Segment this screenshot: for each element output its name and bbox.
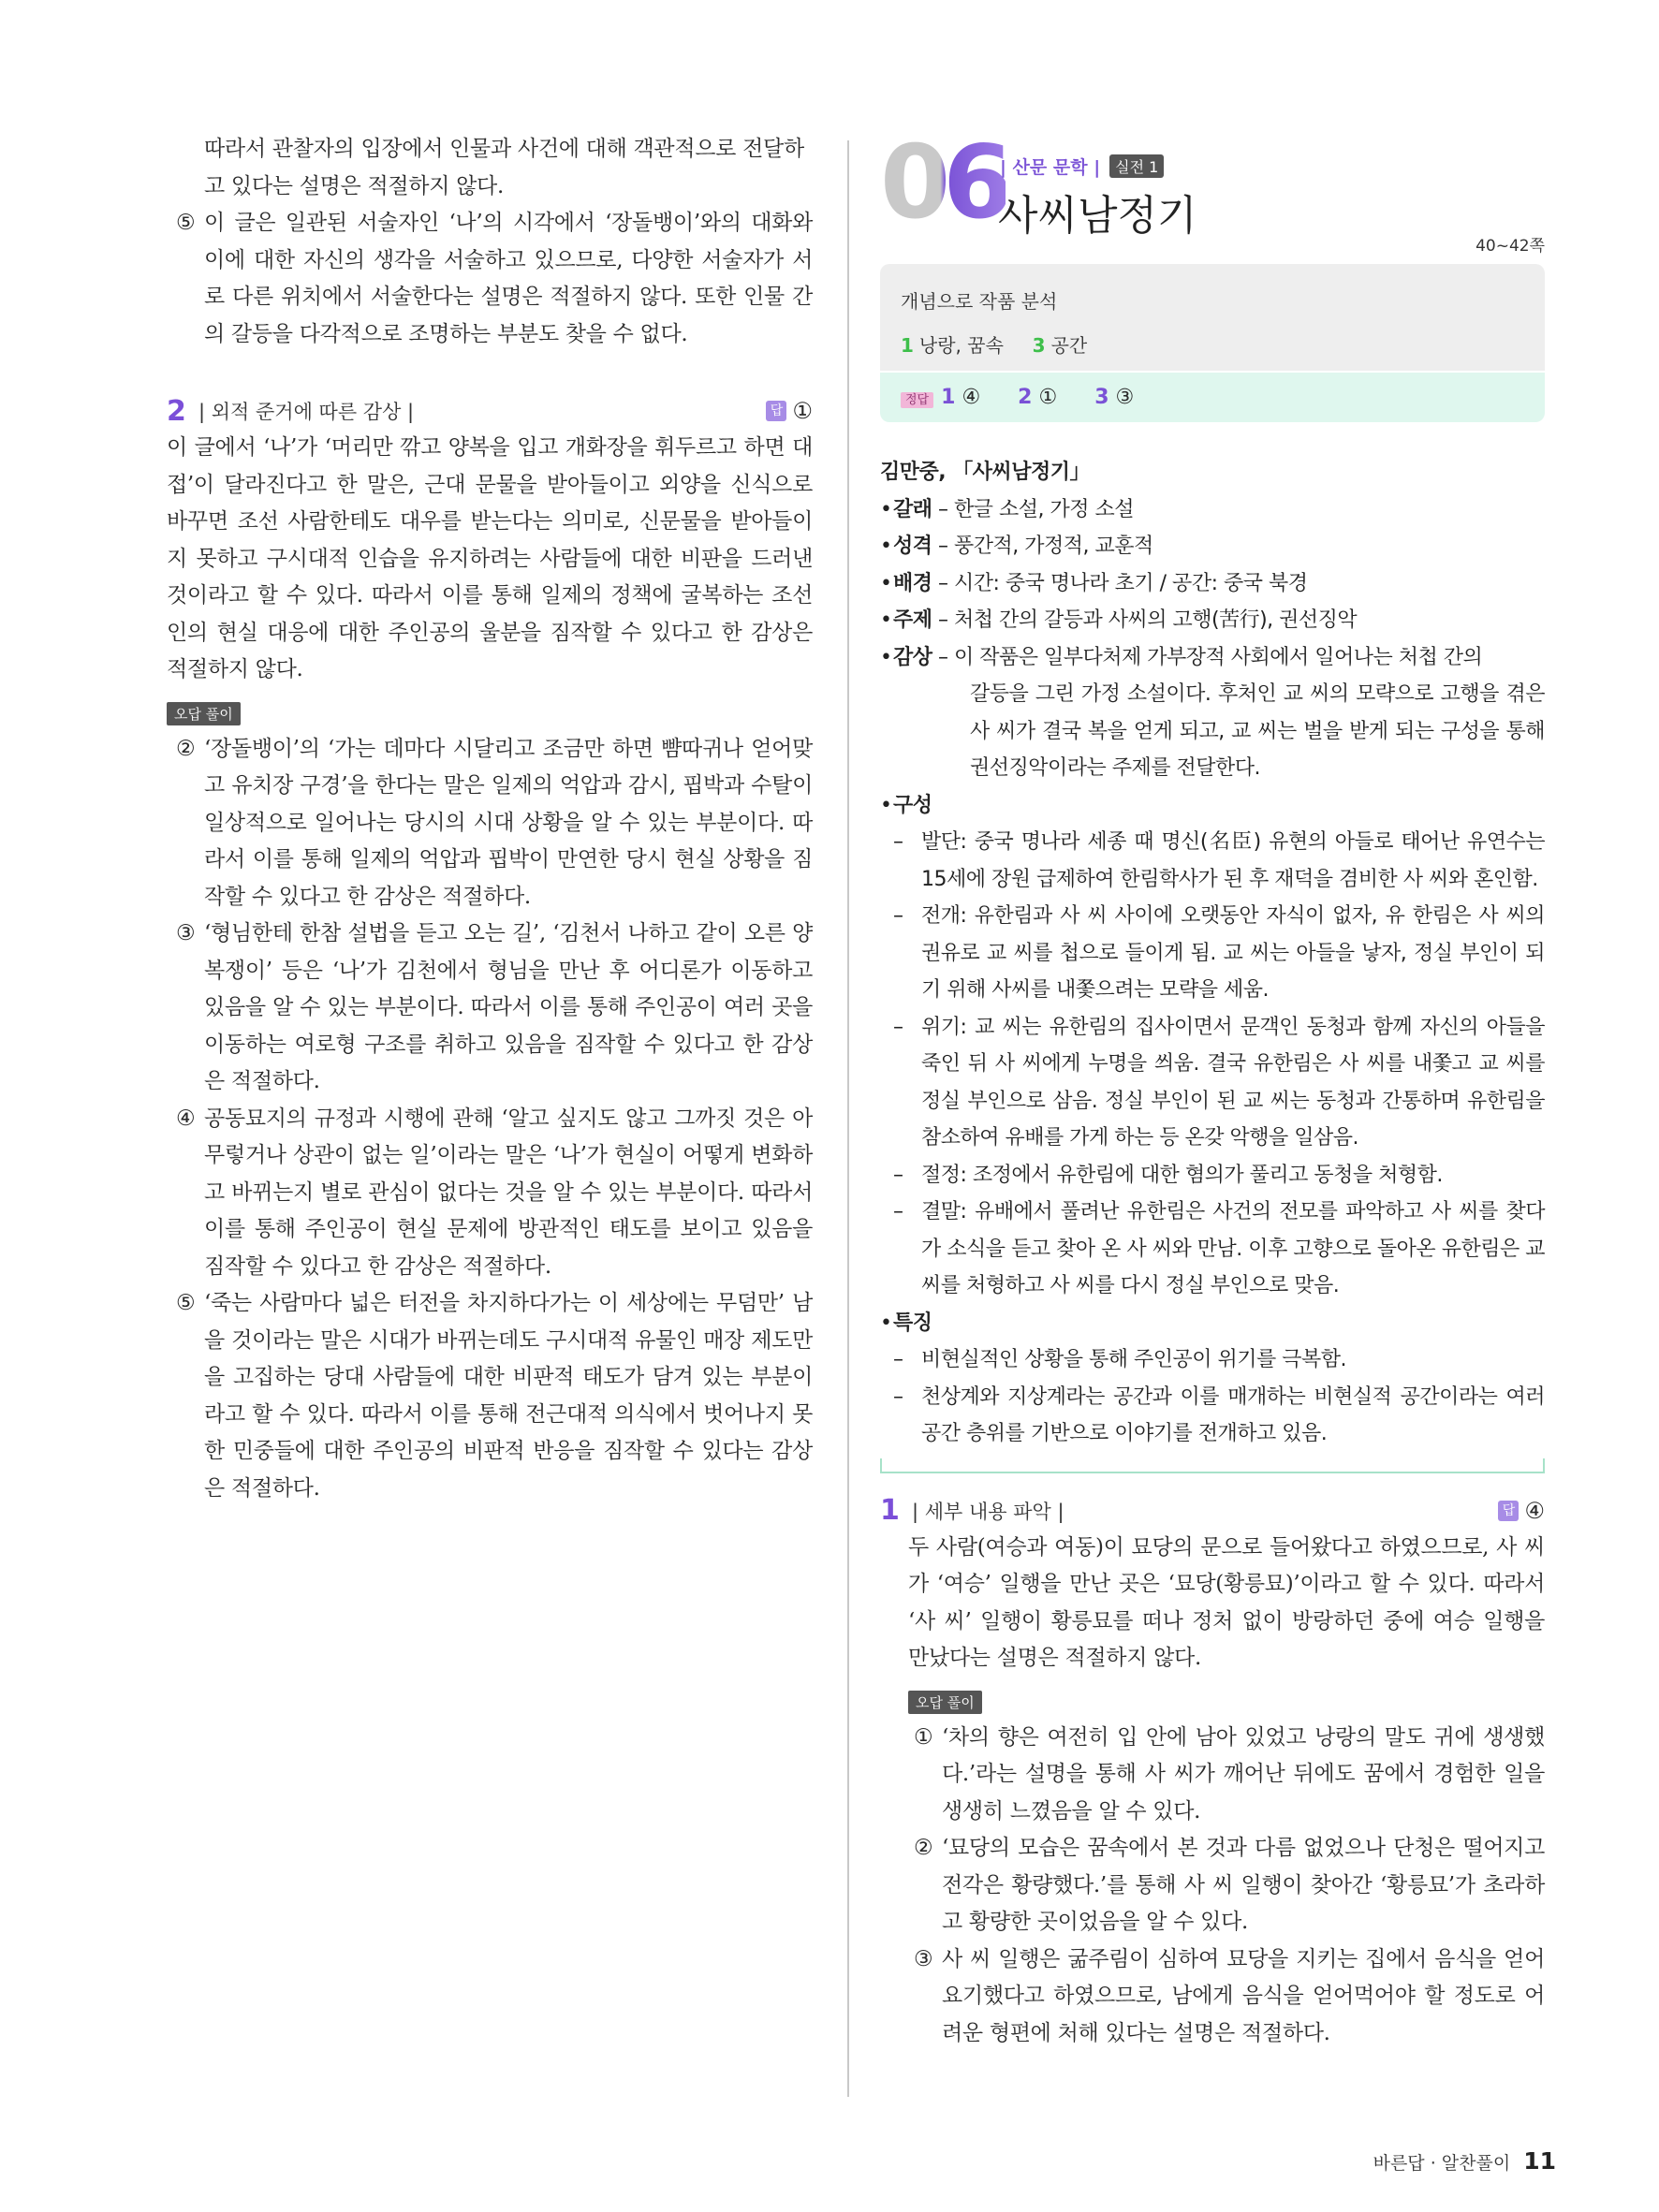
item-number: ② [914,1836,933,1860]
item-number: ⑤ [176,1291,196,1315]
answer-key-label: 정답 [901,392,933,408]
answer-key-number: 1 [941,386,956,409]
question-1-header [880,1492,1545,1530]
question-number: 1 [880,1494,900,1527]
answer-indicator [1498,1498,1545,1524]
intro-line-2: 고 있다는 설명은 적절하지 않다. [204,173,504,198]
structure-item: – 결말: 유배에서 풀려난 유한림은 사건의 전모를 파악하고 사 씨를 찾다가 소식을 듣고 찾아 온 사 씨와 만남. 이후 고향으로 돌아온 유한림은 교 씨를 처형하고 사 씨를 다시 정실 부인으로 맞음. [880,1194,1545,1305]
answer-key-item [1018,386,1057,409]
column-divider [847,140,849,2097]
bullet-value: – 풍간적, 가정적, 교훈적 [932,535,1153,558]
wrong-answer-label: 오답 풀이 [167,702,241,725]
unit-header [880,125,1545,242]
question-number: 2 [167,394,186,428]
structure-item: – 절정: 조정에서 유한림에 대한 혐의가 풀리고 동청을 처형함. [880,1157,1545,1194]
list-item [914,1720,1545,1831]
question-2-explanation: 이 글에서 ‘나’가 ‘머리만 깎고 양복을 입고 개화장을 휘두르고 하면 대접’이 달라진다고 한 말은, 근대 문물을 받아들이고 외양을 신식으로 바꾸면 조선 사람한테도 대우를 받는다는 의미로, 신문물을 받아들이지 못하고 구시대적 인습을 유지하려는 사람들에 대한 비판을 드러낸 것이라고 할 수 있다. 따라서 이를 통해 일제의 정책에 굴복하는 조선인의 현실 대응에 대한 주인공의 울분을 짐작할 수 있다고 한 감상은 적절하지 않다. [167,435,813,681]
answer-label: 답 [1498,1501,1519,1521]
item-number: ⑤ [176,211,196,235]
structure-text: 절정: 조정에서 유한림에 대한 혐의가 풀리고 동청을 처형함. [921,1163,1443,1187]
bullet-value: – 이 작품은 일부다처제 가부장적 사회에서 일어나는 처첩 간의 [932,645,1483,669]
question-title: | 외적 준거에 따른 감상 | [198,401,415,423]
bullet-key: 감상 [893,645,932,669]
item-number: ② [176,736,196,761]
intro-line-1: 따라서 관찰자의 입장에서 인물과 사건에 대해 객관적으로 전달하 [204,137,804,161]
concept-items [901,330,1524,358]
work-bullet: • 갈래 – 한글 소설, 가정 소설 [880,497,1134,521]
bullet-key: 배경 [893,571,932,595]
work-bullet: • 성격 – 풍간적, 가정적, 교훈적 [880,535,1153,558]
work-summary [880,454,1545,1473]
item-number: ① [914,1724,933,1750]
bullet-value: – 처첩 간의 갈등과 사씨의 고행(苦行), 권선징악 [932,608,1358,632]
page-footer [1373,2147,1556,2175]
page-number: 11 [1523,2147,1556,2175]
concept-title: 개념으로 작품 분석 [901,290,1058,313]
concept-item-text: 낭랑, 꿈속 [918,334,1004,357]
wrong-answer-list [167,731,813,1508]
item-text: ‘차의 향은 여전히 입 안에 남아 있었고 낭랑의 말도 귀에 생생했다.’라는 설명을 통해 사 씨가 깨어난 뒤에도 꿈에서 경험한 일을 생생히 느꼈음을 알 수 있다. [942,1724,1545,1824]
bullet-key: 갈래 [893,497,932,521]
item-text: ‘형님한테 한참 설법을 듣고 오는 길’, ‘김천서 나하고 같이 오른 양복쟁이’ 등은 ‘나’가 김천에서 형님을 만난 후 어디론가 이동하고 있음을 알 수 있는 부분이다. 따라서 이를 통해 주인공이 여러 곳을 이동하는 여로형 구조를 취하고 있음을 짐작할 수 있다고 한 감상은 적절하다. [204,921,813,1093]
list-item [914,1941,1545,2053]
work-author-title: 김만중, 「사씨남정기」 [880,461,1091,484]
unit-title: 사씨남정기 [998,192,1197,240]
answer-indicator [766,398,813,424]
summary-box-border [880,1458,1545,1473]
concept-box [880,264,1545,371]
item-text: ‘묘당의 모습은 꿈속에서 본 것과 다름 없었으나 단청은 떨어지고 전각은 황량했다.’를 통해 사 씨 일행이 찾아간 ‘황릉묘’가 초라하고 황량한 곳이었음을 알 수 있다. [942,1836,1545,1934]
work-bullet-structure: • 구성 [880,787,1545,825]
list-item [914,1830,1545,1941]
bullet-key: 성격 [893,535,932,558]
answer-key-item [901,386,980,409]
structure-text: 위기: 교 씨는 유한림의 집사이면서 문객인 동청과 함께 자신의 아들을 죽인 뒤 사 씨에게 누명을 씌움. 결국 유한림은 사 씨를 내쫓고 교 씨를 정실 부인으로 삼음. 정실 부인이 된 교 씨는 동청과 간통하며 유한림을 참소하여 유배를 가게 하는 등 온갖 악행을 일삼음. [921,1015,1545,1150]
structure-text: 전개: 유한림과 사 씨 사이에 오랫동안 자식이 없자, 유 한림은 사 씨의 권유로 교 씨를 첩으로 들이게 됨. 교 씨는 아들을 낳자, 정실 부인이 되기 위해 사씨를 내쫓으려는 모략을 세움. [921,904,1545,1002]
intro-continuation [167,131,813,205]
page-range: 40~42쪽 [1475,237,1545,256]
feature-item: – 천상계와 지상계라는 공간과 이를 매개하는 비현실적 공간이라는 여러 공간 층위를 기반으로 이야기를 전개하고 있음. [880,1379,1545,1453]
item-text: ‘죽는 사람마다 넓은 터전을 차지하다가는 이 세상에는 무덤만’ 남을 것이라는 말은 시대가 바뀌는데도 구시대적 유물인 매장 제도만을 고집하는 당대 사람들에 대한 비판적 태도가 담겨 있는 부분이라고 할 수 있다. 따라서 이를 통해 전근대적 의식에서 벗어나지 못한 민중들에 대한 주인공의 비판적 반응을 짐작할 수 있다는 감상은 적절하다. [204,1291,813,1501]
item-text: 이 글은 일관된 서술자인 ‘나’의 시각에서 ‘장돌뱅이’와의 대화와 이에 대한 자신의 생각을 서술하고 있으므로, 다양한 서술자가 서로 다른 위치에서 서술한다는 설명은 적절하지 않다. 또한 인물 간의 갈등을 다각적으로 조명하는 부분도 찾을 수 없다. [204,211,813,346]
item-number: ③ [176,921,196,945]
feature-item: – 비현실적인 상황을 통해 주인공이 위기를 극복함. [880,1341,1545,1379]
unit-tags [1000,154,1164,179]
work-bullet: • 주제 – 처첩 간의 갈등과 사씨의 고행(苦行), 권선징악 [880,608,1358,632]
feature-text: 천상계와 지상계라는 공간과 이를 매개하는 비현실적 공간이라는 여러 공간 층위를 기반으로 이야기를 전개하고 있음. [921,1384,1545,1445]
feature-text: 비현실적인 상황을 통해 주인공이 위기를 극복함. [921,1348,1347,1371]
genre-tag: | 산문 문학 | [1000,157,1101,178]
wrong-answer-list [880,1720,1545,2053]
left-column [167,131,813,1507]
work-bullet: • 배경 – 시간: 중국 명나라 초기 / 공간: 중국 북경 [880,571,1308,595]
structure-text: 결말: 유배에서 풀려난 유한림은 사건의 전모를 파악하고 사 씨를 찾다가 소식을 듣고 찾아 온 사 씨와 만남. 이후 고향으로 돌아온 유한림은 교 씨를 처형하고 사 씨를 다시 정실 부인으로 맞음. [921,1200,1545,1297]
item-text: ‘장돌뱅이’의 ‘가는 데마다 시달리고 조금만 하면 뺨따귀나 얻어맞고 유치장 구경’을 한다는 말은 일제의 억압과 감시, 핍박과 수탈이 일상적으로 일어나는 당시의 시대 상황을 알 수 있는 부분이다. 따라서 이를 통해 일제의 억압과 핍박이 만연한 당시 현실 상황을 짐작할 수 있다고 한 감상은 적절하다. [204,736,813,909]
question-title: | 세부 내용 파악 | [912,1500,1064,1523]
answer-key-value: ④ [962,386,981,409]
bullet-key: 구성 [893,793,932,817]
answer-key-number: 2 [1018,386,1033,409]
bullet-key: 주제 [893,608,932,632]
concept-item-text: 공간 [1050,334,1088,357]
list-item [176,1285,813,1507]
appreciation-continuation: 갈등을 그린 가정 소설이다. 후처인 교 씨의 모략으로 고행을 겪은 사 씨가 결국 복을 얻게 되고, 교 씨는 벌을 받게 되는 구성을 통해 권선징악이라는 주제를 전달한다. [970,682,1545,780]
answer-key-box [880,371,1545,422]
structure-text: 발단: 중국 명나라 세종 때 명신(名臣) 유현의 아들로 태어난 유연수는 15세에 장원 급제하여 한림학사가 된 후 재덕을 겸비한 사 씨와 혼인함. [921,830,1545,891]
answer-key-number: 3 [1094,386,1109,409]
concept-item-number: 1 [901,334,914,357]
wrong-answer-label: 오답 풀이 [908,1691,982,1714]
concept-item-number: 3 [1032,334,1046,357]
work-bullet-appreciation: • 감상 – 이 작품은 일부다처제 가부장적 사회에서 일어나는 처첩 간의 [880,645,1483,669]
practice-tag: 실전 1 [1109,154,1164,178]
structure-item: – 전개: 유한림과 사 씨 사이에 오랫동안 자식이 없자, 유 한림은 사 씨의 권유로 교 씨를 첩으로 들이게 됨. 교 씨는 아들을 낳자, 정실 부인이 되기 위해 사씨를 내쫓으려는 모략을 세움. [880,898,1545,1009]
item-text: 공동묘지의 규정과 시행에 관해 ‘알고 싶지도 않고 그까짓 것은 아무렇거나 상관이 없는 일’이라는 말은 ‘나’가 현실이 어떻게 변화하고 바뀌는지 별로 관심이 없다는 것을 알 수 있는 부분이다. 따라서 이를 통해 주인공이 현실 문제에 방관적인 태도를 보이고 있음을 짐작할 수 있다고 한 감상은 적절하다. [204,1106,813,1279]
work-bullet-features: • 특징 [880,1305,1545,1342]
answer-key-item [1094,386,1134,409]
unit-number: 06 [880,125,1006,242]
intro-item [167,205,813,353]
bullet-value: – 시간: 중국 명나라 초기 / 공간: 중국 북경 [932,571,1308,595]
structure-item: – 발단: 중국 명나라 세종 때 명신(名臣) 유현의 아들로 태어난 유연수는 15세에 장원 급제하여 한림학사가 된 후 재덕을 겸비한 사 씨와 혼인함. [880,824,1545,898]
answer-value: ④ [1524,1497,1545,1524]
answer-key-value: ① [1038,386,1058,409]
list-item [176,1101,813,1286]
answer-value: ① [792,398,813,424]
answer-label: 답 [766,401,786,421]
item-text: 사 씨 일행은 굶주림이 심하여 묘당을 지키는 집에서 음식을 얻어 요기했다고 하였으므로, 남에게 음식을 얻어먹어야 할 정도로 어려운 형편에 처해 있다는 설명은 적절하다. [942,1946,1545,2045]
item-number: ④ [176,1106,196,1131]
right-column [880,125,1545,2052]
question-1-explanation: 두 사람(여승과 여동)이 묘당의 문으로 들어왔다고 하였으므로, 사 씨가 ‘여승’ 일행을 만난 곳은 ‘묘당(황릉묘)’이라고 할 수 있다. 따라서 ‘사 씨’ 일행이 황릉묘를 떠나 정처 없이 방랑하던 중에 여승 일행을 만났다는 설명은 적절하지 않다. [908,1534,1545,1670]
list-item [176,916,813,1101]
footer-label: 바른답 · 알찬풀이 [1373,2153,1511,2174]
question-2-header [167,392,813,430]
answer-key-value: ③ [1115,386,1135,409]
bullet-key: 특징 [893,1311,932,1335]
structure-item: – 위기: 교 씨는 유한림의 집사이면서 문객인 동청과 함께 자신의 아들을 죽인 뒤 사 씨에게 누명을 씌움. 결국 유한림은 사 씨를 내쫓고 교 씨를 정실 부인으로 삼음. 정실 부인이 된 교 씨는 동청과 간통하며 유한림을 참소하여 유배를 가게 하는 등 온갖 악행을 일삼음. [880,1009,1545,1157]
item-number: ③ [914,1946,933,1971]
list-item [176,731,813,916]
bullet-value: – 한글 소설, 가정 소설 [932,497,1134,521]
